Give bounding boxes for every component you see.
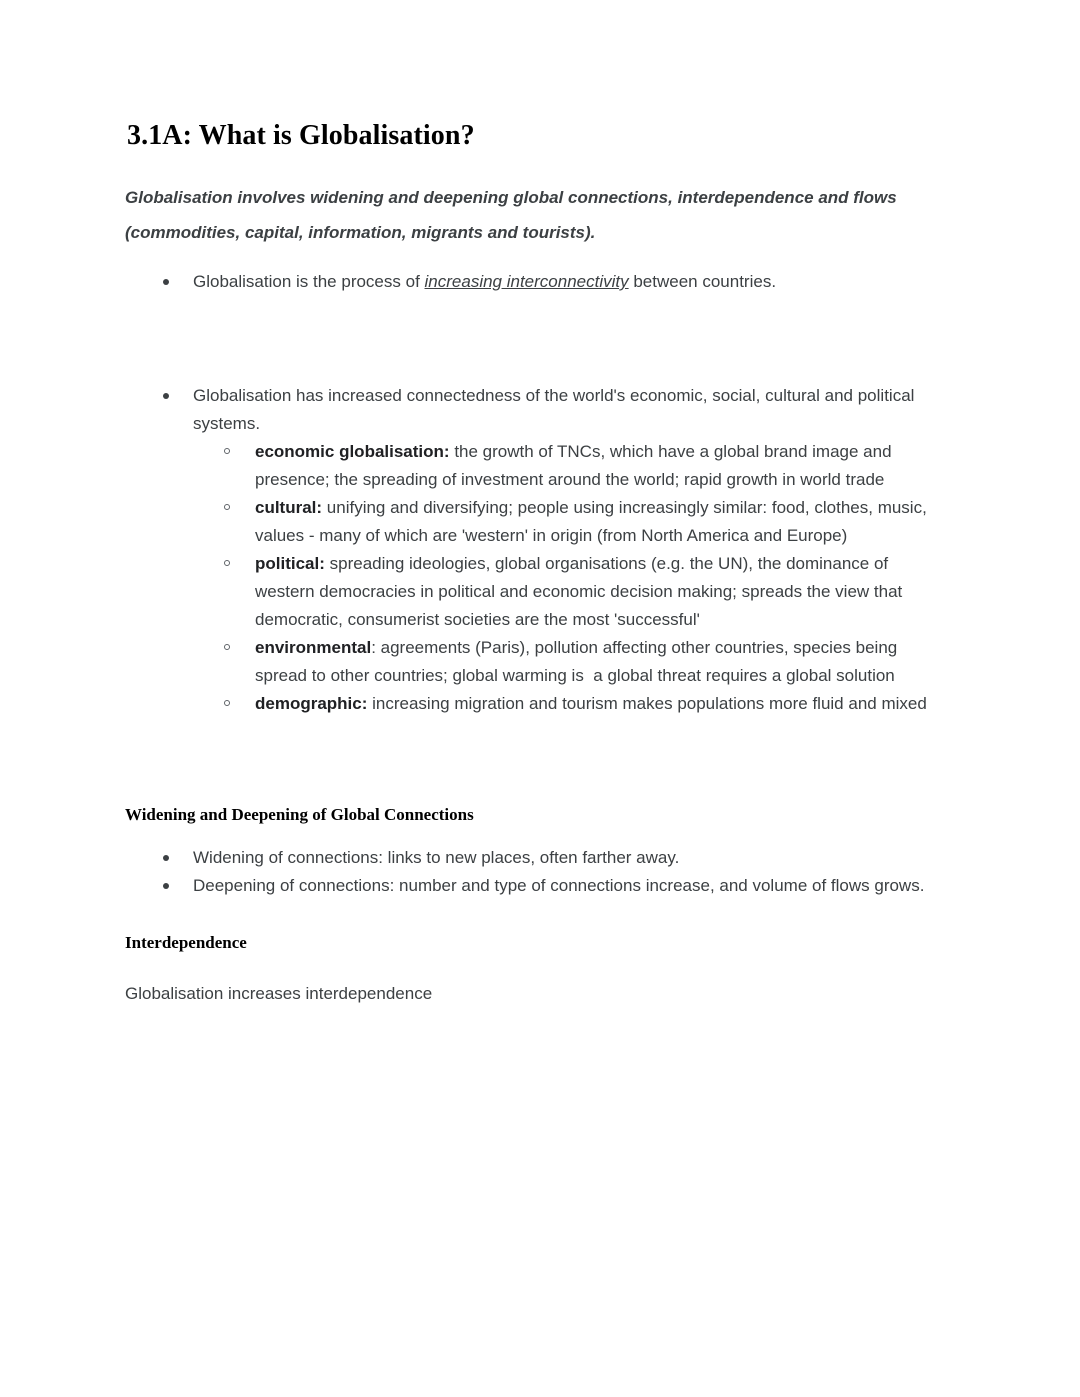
list-item (220, 438, 950, 494)
bullet-1-emphasis: increasing interconnectivity (424, 272, 629, 291)
list-item (125, 872, 950, 900)
interdependence-paragraph: Globalisation increases interdependence (125, 984, 433, 1004)
list-item (125, 844, 950, 872)
sub-bullet-term: economic globalisation: (255, 442, 450, 461)
list-item (220, 550, 950, 634)
list-item (125, 268, 950, 296)
list-item (220, 690, 950, 718)
main-bullet-list (125, 268, 950, 718)
list-item (220, 494, 950, 550)
sub-bullet-text: increasing migration and tourism makes populations more fluid and mixed (367, 694, 927, 713)
intro-paragraph: Globalisation involves widening and deepening global connections, interdependence and flows (commodities, capital, information, migrants and tourists). (125, 188, 897, 242)
sub-bullet-text: spreading ideologies, global organisations (e.g. the UN), the dominance of western democracies in political and economic decision making; spreads the view that democratic, consumerist societies are the most 'successful' (255, 554, 908, 629)
section-heading-widening: Widening and Deepening of Global Connections (125, 805, 474, 824)
deepening-bullet-text: Deepening of connections: number and type of connections increase, and volume of flows grows. (193, 876, 925, 896)
bullet-2-text: Globalisation has increased connectedness of the world's economic, social, cultural and political systems. (193, 386, 915, 433)
sub-bullet-list (193, 438, 950, 718)
sub-bullet-term: environmental (255, 638, 372, 657)
bullet-1-text (193, 268, 950, 296)
sub-bullet-text: unifying and diversifying; people using increasingly similar: food, clothes, music, values - many of which are 'western' in origin (from North America and Europe) (255, 498, 932, 545)
sub-bullet-term: cultural: (255, 498, 323, 517)
page-title: 3.1A: What is Globalisation? (127, 120, 475, 151)
sub-bullet-term: political: (255, 554, 325, 573)
list-item (125, 382, 950, 718)
bullet-1-after: between countries. (628, 272, 777, 291)
blank-spacer (125, 296, 950, 382)
list-item (220, 634, 950, 690)
sub-bullet-text: : agreements (Paris), pollution affecting other countries, species being spread to other countries; global warming is a global threat requires a global solution (255, 638, 902, 685)
section-heading-interdependence: Interdependence (125, 933, 247, 953)
widening-bullet-list (125, 844, 950, 900)
widening-bullet-text: Widening of connections: links to new places, often farther away. (193, 848, 680, 868)
sub-bullet-text: the growth of TNCs, which have a global brand image and presence; the spreading of investment around the world; rapid growth in world trade (255, 442, 897, 489)
sub-bullet-term: demographic: (255, 694, 368, 713)
bullet-1-before: Globalisation is the process of (193, 272, 425, 291)
